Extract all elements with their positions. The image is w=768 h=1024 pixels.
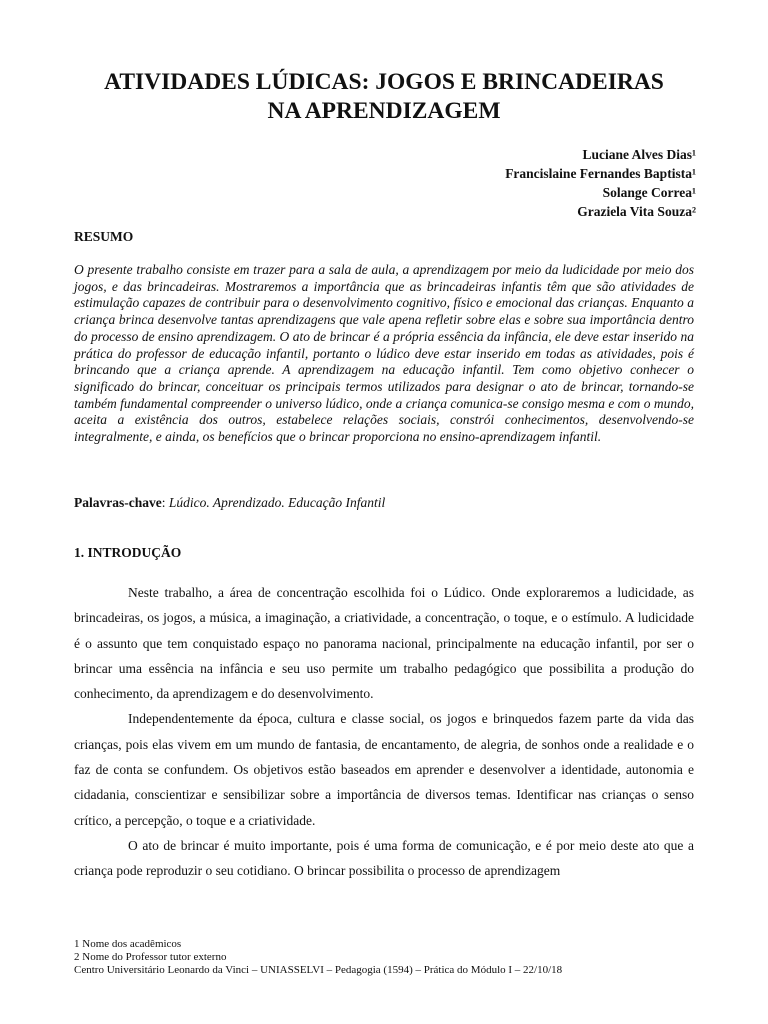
footnote: 1 Nome dos acadêmicos (74, 938, 182, 950)
footnotes (74, 938, 562, 978)
body-paragraph: Independentemente da época, cultura e classe social, os jogos e brinquedos fazem parte da vida das crianças, pois elas vivem em um mundo de fantasia, de encantamento, de alegria, de sonhos onde a realidade e o faz de conta se confundem. Os objetivos estão baseados em aprender e desenvolver a identidade, autonomia e cidadania, conscientizar e sensibilizar sobre a importância de diversos temas. Identificar nas crianças o senso crítico, a percepção, o toque e a criatividade. (74, 711, 694, 828)
body-paragraph: O ato de brincar é muito importante, pois é uma forma de comunicação, e é por meio deste ato que a criança pode reproduzir o seu cotidiano. O brincar possibilita o processo de aprendizagem (74, 837, 694, 879)
author-list (505, 145, 696, 221)
title-line-1: ATIVIDADES LÚDICAS: JOGOS E BRINCADEIRAS (104, 69, 664, 95)
author-name: Graziela Vita Souza² (577, 204, 696, 219)
abstract-text: O presente trabalho consiste em trazer para a sala de aula, a aprendizagem por meio da ludicidade por meio dos jogos, e das brincadeiras. Mostraremos a importância que as brincadeiras infantis têm que são atividades de estimulação capazes de contribuir para o desenvolvimento cognitivo, físico e emocional das crianças. Enquanto a criança brinca desenvolve tantas aprendizagens que vale apena refletir sobre elas e sobre sua importância dentro do processo de ensino aprendizagem. O ato de brincar é a própria essência da infância, ele deve estar inserido na prática do professor de educação infantil, portanto o lúdico deve estar inserido em todas as atividades, pois é brincando que a criança aprende. A aprendizagem na educação infantil. Tem como objetivo conhecer o significado do brincar, conceituar os principais termos utilizados para designar o ato de brincar, tornando-se também fundamental compreender o universo lúdico, onde a criança comunica-se consigo mesma e com o mundo, aceita a existência dos outros, estabelece relações sociais, constrói conhecimentos, desenvolvendo-se integralmente, e ainda, os benefícios que o brincar proporciona no ensino-aprendizagem infantil. (74, 262, 694, 445)
body-text (74, 580, 694, 884)
section-heading: 1. INTRODUÇÃO (74, 545, 182, 560)
keywords-line (74, 495, 385, 511)
footnote: 2 Nome do Professor tutor externo (74, 951, 227, 964)
author-name: Solange Correa¹ (602, 185, 696, 200)
keywords-label: Palavras-chave (74, 495, 162, 510)
keywords-separator: : (161, 495, 166, 510)
body-paragraph: Neste trabalho, a área de concentração escolhida foi o Lúdico. Onde exploraremos a ludicidade, as brincadeiras, os jogos, a música, a imaginação, a criatividade, a concentração, o toque, e o estímulo. A ludicidade é o assunto que tem conquistado espaço no panorama nacional, principalmente na educação infantil, por ser o brincar uma essência na infância e seu uso permite um trabalho pedagógico que possibilita a produção do conhecimento, da aprendizagem e do desenvolvimento. (74, 585, 694, 702)
author-name: Luciane Alves Dias¹ (582, 147, 696, 162)
title-line-2: NA APRENDIZAGEM (267, 98, 501, 124)
author-name: Francislaine Fernandes Baptista¹ (505, 166, 696, 181)
footer-institution: Centro Universitário Leonardo da Vinci – UNIASSELVI – Pedagogia (1594) – Prática do Módulo I – 22/10/18 (74, 964, 563, 977)
abstract-heading: RESUMO (74, 229, 134, 244)
keywords-text: Lúdico. Aprendizado. Educação Infantil (168, 495, 386, 510)
document-title (60, 68, 708, 126)
